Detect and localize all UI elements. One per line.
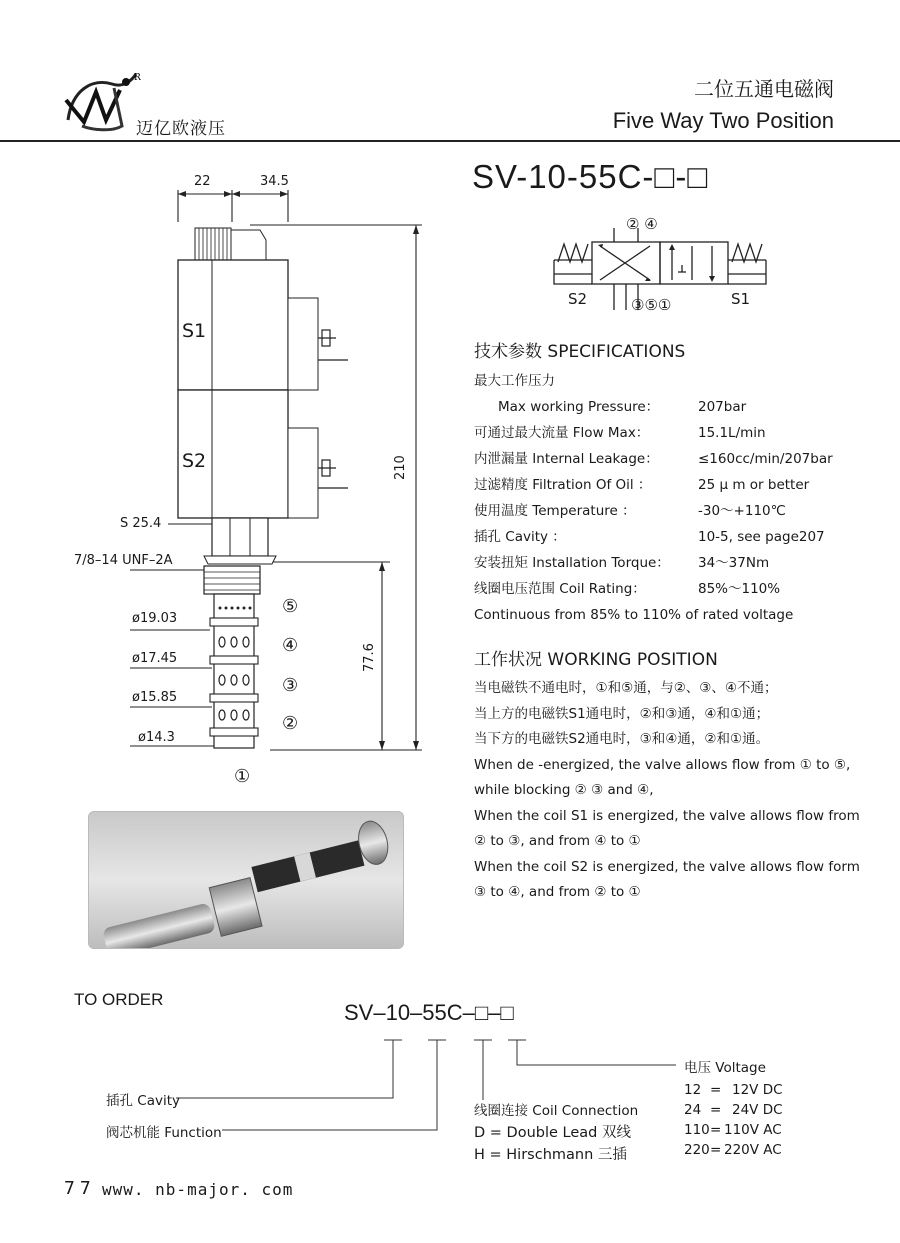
spec-row: 内泄漏量 Internal Leakage： ≤160cc/min/207bar: [474, 451, 833, 467]
page-title-en: Five Way Two Position: [612, 108, 834, 133]
spec-row: Continuous from 85% to 110% of rated voltage: [474, 607, 794, 623]
dim-22: 22: [194, 174, 211, 189]
order-coil-option: H = Hirschmann 三插: [474, 1147, 627, 1163]
working-line: while blocking ② ③ and ④,: [474, 782, 654, 798]
voltage-option-24: 24 = 24V DC: [684, 1102, 783, 1118]
voltage-option-220: 220 = 220V AC: [684, 1142, 782, 1158]
diameter-19-03: ø19.03: [132, 611, 178, 626]
page-number: 77: [64, 1178, 96, 1199]
dim-77-6: 77.6: [362, 643, 377, 672]
working-line: When the coil S2 is energized, the valve allows flow form: [474, 858, 860, 875]
specs-heading: 技术参数 SPECIFICATIONS: [474, 342, 686, 362]
brand-name: 迈亿欧液压: [136, 119, 226, 139]
working-line: When de -energized, the valve allows flow from ① to ⑤,: [474, 756, 851, 773]
website-url: www. nb-major. com: [102, 1180, 294, 1199]
spec-row: Max working Pressure： 207bar: [498, 399, 747, 415]
symbol-bottom-ports: ③⑤①: [631, 296, 672, 314]
spec-row: 插孔 Cavity ： 10-5, see page207: [474, 529, 825, 545]
order-code: SV–10–55C–□–□: [344, 1000, 514, 1025]
svg-text:R: R: [134, 73, 141, 83]
port-3-label: ③: [282, 675, 299, 696]
order-function-label: 阀芯机能 Function: [106, 1125, 222, 1141]
port-1-label: ①: [234, 766, 251, 787]
spec-row: 安装扭矩 Installation Torque： 34～37Nm: [474, 555, 770, 571]
spec-row: 可通过最大流量 Flow Max： 15.1L/min: [474, 425, 766, 441]
symbol-label-s1: S1: [731, 290, 751, 308]
spec-row: 使用温度 Temperature ： -30～+110℃: [474, 503, 786, 519]
order-heading: TO ORDER: [74, 990, 164, 1009]
voltage-option-110: 110 = 110V AC: [684, 1122, 782, 1138]
symbol-label-s2: S2: [568, 290, 588, 308]
diameter-14-3: ø14.3: [138, 730, 175, 745]
hex-size-label: S 25.4: [120, 516, 162, 531]
spec-row: 最大工作压力: [474, 373, 555, 389]
header-divider: [0, 140, 900, 142]
coil-label-s2: S2: [182, 450, 207, 472]
diameter-15-85: ø15.85: [132, 690, 178, 705]
page-title-cn: 二位五通电磁阀: [694, 77, 834, 101]
working-line: ③ to ④, and from ② to ①: [474, 884, 641, 900]
working-line: ② to ③, and from ④ to ①: [474, 833, 641, 849]
diameter-17-45: ø17.45: [132, 651, 178, 666]
working-line: 当电磁铁不通电时，①和⑤通，与②、③、④不通；: [474, 680, 778, 696]
working-text: [474, 676, 874, 906]
order-coil-title: 线圈连接 Coil Connection: [474, 1103, 639, 1119]
port-2-label: ②: [282, 713, 299, 734]
working-line: When the coil S1 is energized, the valve allows flow from: [474, 807, 860, 824]
symbol-top-ports: ② ④: [626, 215, 658, 233]
product-photo: [88, 811, 404, 949]
specs-table: [474, 368, 874, 628]
port-5-label: ⑤: [282, 596, 299, 617]
order-coil-option: D = Double Lead 双线: [474, 1125, 631, 1141]
order-cavity-label: 插孔 Cavity: [106, 1093, 181, 1109]
order-voltage-title: 电压 Voltage: [684, 1060, 766, 1076]
working-heading: 工作状况 WORKING POSITION: [474, 650, 718, 670]
model-number: SV-10-55C-□-□: [472, 158, 709, 195]
dim-210: 210: [393, 455, 408, 480]
working-line: 当上方的电磁铁S1通电时，②和③通，④和①通；: [474, 705, 770, 722]
spec-row: 过滤精度 Filtration Of Oil ： 25 μ m or better: [474, 477, 810, 493]
spec-row: 线圈电压范围 Coil Rating： 85%～110%: [474, 581, 781, 597]
voltage-option-12: 12 = 12V DC: [684, 1082, 783, 1098]
brand-logo-icon: [62, 70, 142, 134]
coil-label-s1: S1: [182, 320, 207, 342]
port-4-label: ④: [282, 635, 299, 656]
thread-label: 7/8–14 UNF–2A: [74, 553, 173, 568]
dim-34-5: 34.5: [260, 174, 289, 189]
working-line: 当下方的电磁铁S2通电时，③和④通，②和①通。: [474, 731, 770, 747]
